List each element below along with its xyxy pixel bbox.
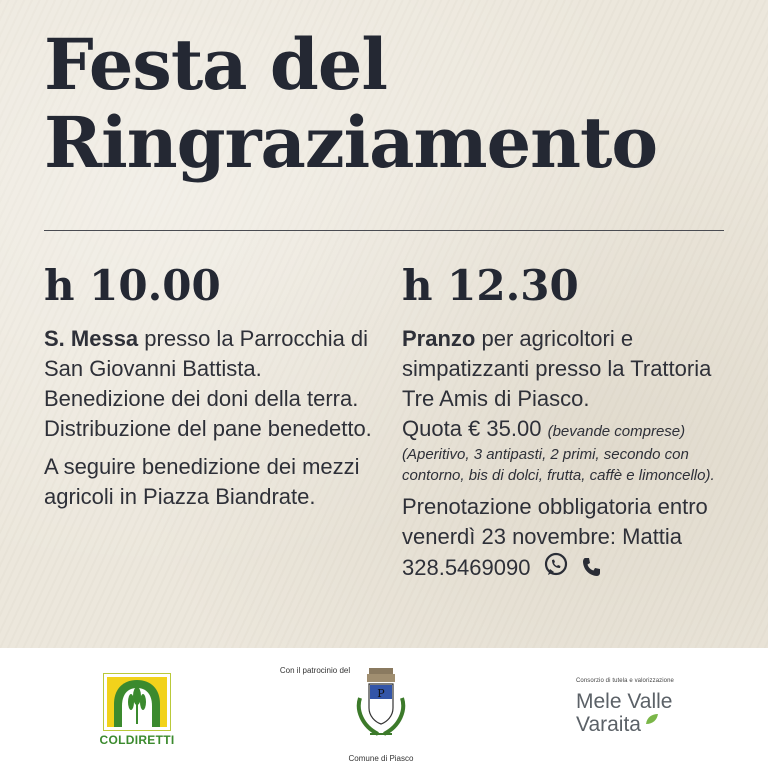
comune-logo: [340, 664, 422, 764]
lunch-menu-note: (Aperitivo, 3 antipasti, 2 primi, secondo con contorno, bis di dolci, frutta, caffè e limoncello).: [402, 446, 715, 484]
svg-text:P: P: [377, 687, 385, 700]
comune-crest-icon: [340, 664, 422, 754]
lunch-highlight: Pranzo: [402, 326, 476, 351]
booking-info: [402, 492, 742, 586]
booking-text: Prenotazione obbligatoria entro venerdì 23 novembre: Mattia 328.5469090: [402, 494, 708, 580]
lunch-text: per agricoltori e simpatizzanti presso la Trattoria Tre Amis di Piasco.: [402, 326, 712, 411]
whatsapp-icon[interactable]: [543, 552, 569, 586]
lunch-time: h 12.30: [402, 261, 579, 310]
phone-icon[interactable]: [581, 556, 601, 586]
coldiretti-logo: [99, 673, 175, 753]
morning-description: [44, 324, 374, 444]
morning-text: presso la Parrocchia di San Giovanni Battista. Benedizione dei doni della terra. Distribuzione del pane benedetto.: [44, 326, 372, 441]
lunch-price-note: (bevande comprese): [547, 423, 686, 440]
morning-followup: A seguire benedizione dei mezzi agricoli in Piazza Biandrate.: [44, 454, 360, 509]
title-line-1: Festa del: [44, 23, 387, 106]
lunch-description: [402, 324, 742, 414]
consorzio-label: Consorzio di tutela e valorizzazione: [576, 678, 674, 684]
mele-line-1: Mele Valle: [576, 690, 673, 713]
mele-valle-varaita-logo: [576, 678, 706, 736]
morning-time: h 10.00: [44, 261, 221, 310]
leaf-icon: [645, 713, 659, 725]
footer: [0, 648, 768, 768]
coldiretti-emblem: [103, 673, 171, 731]
morning-column: [44, 262, 374, 512]
page-title: [44, 23, 658, 184]
title-line-2: Ringraziamento: [44, 101, 658, 184]
divider: [44, 230, 724, 231]
lunch-price-line: [402, 414, 742, 444]
lunch-price: Quota € 35.00: [402, 416, 542, 441]
lunch-column: [402, 262, 742, 586]
mele-line-2-wrap: [576, 713, 706, 736]
coldiretti-label: COLDIRETTI: [99, 733, 175, 747]
comune-label: Comune di Piasco: [348, 754, 414, 763]
patronage-label: Con il patrocinio del: [279, 666, 351, 675]
morning-highlight: S. Messa: [44, 326, 139, 351]
mele-line-2: Varaita: [576, 713, 641, 736]
